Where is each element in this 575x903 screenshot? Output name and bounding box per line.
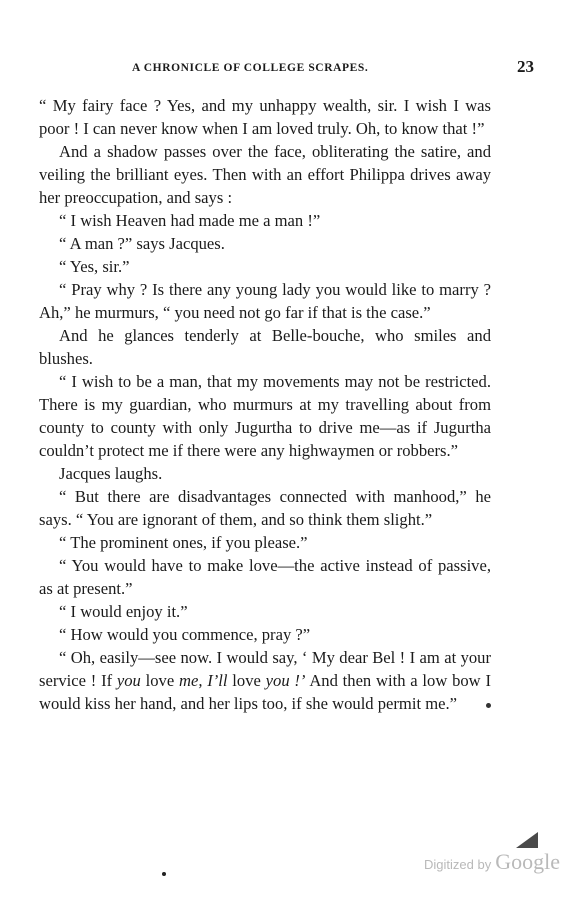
digitized-watermark	[424, 849, 560, 875]
body-text	[39, 94, 491, 715]
emphasis-text: you !’	[265, 671, 306, 690]
paragraph-last	[39, 646, 491, 715]
paragraph-text: love	[227, 671, 266, 690]
watermark-brand: Google	[495, 849, 560, 874]
running-head: A CHRONICLE OF COLLEGE SCRAPES.	[132, 62, 369, 74]
emphasis-text: me, I’ll	[178, 671, 228, 690]
paragraph: Jacques laughs.	[59, 464, 163, 483]
paragraph-text: “ Oh, easily—see now. I would say, ‘ My dear Bel ! I am at your service ! If	[39, 648, 491, 690]
paragraph: “ My fairy face ? Yes, and my unhappy wealth, sir. I wish I was poor ! I can never know when I am loved truly. Oh, to know that !”	[39, 96, 491, 138]
ink-speck	[486, 703, 491, 708]
paragraph: “ I would enjoy it.”	[59, 602, 188, 621]
paragraph-text: And then with a low bow I would kiss her hand, and her lips too, if she would permit me.”	[39, 671, 491, 713]
watermark-prefix: Digitized by	[424, 857, 492, 872]
ink-dot	[162, 872, 166, 876]
page-corner-mark	[516, 832, 538, 848]
paragraph: “ But there are disadvantages connected with manhood,” he says. “ You are ignorant of them, and so think them slight.”	[39, 487, 491, 529]
paragraph: “ The prominent ones, if you please.”	[59, 533, 308, 552]
paragraph-text: love	[140, 671, 179, 690]
emphasis-text: you	[116, 671, 141, 690]
paragraph: “ I wish Heaven had made me a man !”	[59, 211, 321, 230]
page-number: 23	[517, 57, 534, 76]
paragraph: And a shadow passes over the face, obliterating the satire, and veiling the brilliant eyes. Then with an effort Philippa drives away her preoccupation, and says :	[39, 142, 491, 207]
page-header	[40, 57, 540, 79]
paragraph: “ Pray why ? Is there any young lady you would like to marry ? Ah,” he murmurs, “ you need not go far if that is the case.”	[39, 280, 491, 322]
paragraph: “ Yes, sir.”	[59, 257, 130, 276]
paragraph: “ I wish to be a man, that my movements may not be restricted. There is my guardian, who murmurs at my travelling about from county to county with only Jugurtha to drive me—as if Jugurtha couldn’t protect me if there were any highwaymen or robbers.”	[39, 372, 491, 460]
paragraph: “ A man ?” says Jacques.	[59, 234, 225, 253]
paragraph: And he glances tenderly at Belle-bouche, who smiles and blushes.	[39, 326, 491, 368]
paragraph: “ How would you commence, pray ?”	[59, 625, 311, 644]
paragraph: “ You would have to make love—the active instead of passive, as at present.”	[39, 556, 491, 598]
